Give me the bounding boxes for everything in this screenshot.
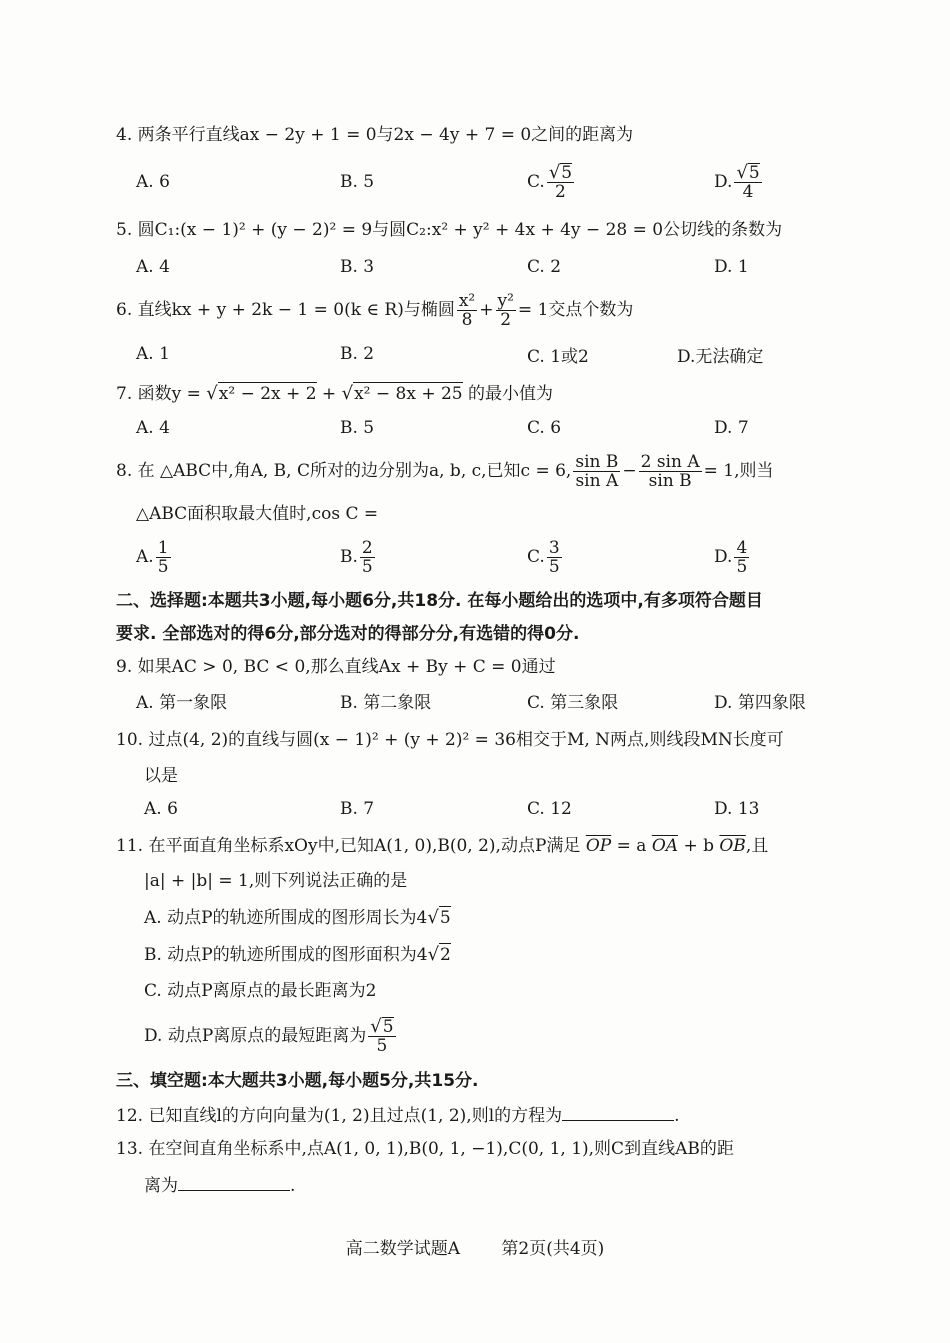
q6-fraction-1-numerator: x² xyxy=(458,290,476,311)
q6-fraction-1-denominator: 8 xyxy=(461,309,473,330)
q6-stem-pre: 6. 直线kx + y + 2k − 1 = 0(k ∈ R)与椭圆 xyxy=(116,300,455,320)
q11-option-b-radical: 2 xyxy=(440,945,451,965)
q7-option-d: D. 7 xyxy=(714,418,749,438)
q5-option-c: C. 2 xyxy=(527,257,562,277)
q8-fraction-1-numerator: sin B xyxy=(575,451,619,472)
page-footer xyxy=(0,1234,950,1259)
section-2-heading-line-1: 二、选择题:本题共3小题,每小题6分,共18分. 在每小题给出的选项中,有多项符合题目 xyxy=(116,591,763,611)
q6-option-c: C. 1或2 xyxy=(527,346,589,367)
q4-option-c-numerator: 5 xyxy=(561,163,573,183)
q4-option-c-denominator: 2 xyxy=(555,182,566,202)
q8-stem-post: = 1,则当 xyxy=(703,461,774,481)
q10-stem: 10. 过点(4, 2)的直线与圆(x − 1)² + (y + 2)² = 36相交于M, N两点,则线段MN长度可 xyxy=(116,730,784,750)
q8-fraction-2 xyxy=(639,453,702,490)
q8-fraction-2-numerator: 2 sin A xyxy=(640,451,700,472)
q8-option-c-label: C. xyxy=(527,547,545,567)
q8-stem-line-2: △ABC面积取最大值时,cos C = xyxy=(136,504,379,524)
q11-vector-op: $\overline{OP}$ xyxy=(585,836,612,856)
q9-options xyxy=(0,680,950,720)
q12-answer-blank[interactable] xyxy=(562,1104,674,1121)
q8-option-b-numerator: 2 xyxy=(361,537,373,558)
q8-fraction-1-denominator: sin A xyxy=(575,470,619,491)
q6-plus: + xyxy=(479,300,494,320)
q6-fraction-2-denominator: 2 xyxy=(500,309,512,330)
section-3-heading: 三、填空题:本大题共3小题,每小题5分,共15分. xyxy=(116,1071,479,1091)
q6-options xyxy=(0,334,950,374)
q8-fraction-2-denominator: sin B xyxy=(648,470,692,491)
q7-radical-2: x² − 8x + 25 xyxy=(354,384,463,404)
q11-stem-line-2: |a| + |b| = 1,则下列说法正确的是 xyxy=(144,871,408,891)
q10-option-d: D. 13 xyxy=(714,799,760,819)
q4-option-d xyxy=(714,162,764,202)
footer-page-number: 第2页(共4页) xyxy=(501,1239,605,1259)
q7-stem-pre: 7. 函数y = xyxy=(116,384,201,404)
q6-fraction-1 xyxy=(457,292,477,329)
q6-option-d: D.无法确定 xyxy=(677,346,764,367)
q5-options xyxy=(0,247,950,287)
q8-option-b xyxy=(340,537,377,577)
q11-option-b: B. 动点P的轨迹所围成的图形面积为4√2 xyxy=(144,944,451,965)
q5-stem: 5. 圆C₁:(x − 1)² + (y − 2)² = 9与圆C₂:x² + y² + 4x + 4y − 28 = 0公切线的条数为 xyxy=(116,220,783,240)
q11-stem xyxy=(116,835,768,857)
q8-option-a-label: A. xyxy=(136,547,154,567)
q11-option-d xyxy=(144,1014,398,1058)
q11-option-a-radical: 5 xyxy=(439,908,451,928)
q7-stem: 7. 函数y = √x² − 2x + 2 + √x² − 8x + 25 的最小值为 xyxy=(116,383,554,404)
q8-option-d-label: D. xyxy=(714,547,733,567)
q10-option-b: B. 7 xyxy=(340,799,375,819)
q8-option-a-denominator: 5 xyxy=(157,556,169,577)
q4-option-d-denominator: 4 xyxy=(742,182,754,202)
q11-stem-post: ,且 xyxy=(745,836,769,856)
section-2-heading-line-2: 要求. 全部选对的得6分,部分选对的得部分分,有选错的得0分. xyxy=(116,624,580,644)
q7-stem-post: 的最小值为 xyxy=(468,384,554,404)
q8-option-d-denominator: 5 xyxy=(736,556,748,577)
q10-option-a: A. 6 xyxy=(144,799,178,819)
q4-option-d-label: D. xyxy=(714,172,733,192)
q8-minus: − xyxy=(622,461,637,481)
q11-option-a-text: A. 动点P的轨迹所围成的图形周长为4 xyxy=(144,908,428,928)
q7-radical-1: x² − 2x + 2 xyxy=(218,384,317,404)
q5-option-d: D. 1 xyxy=(714,257,749,277)
q4-option-c xyxy=(527,162,576,202)
q6-fraction-2 xyxy=(496,292,516,329)
q8-stem xyxy=(116,450,774,492)
q13-stem-line-2-post: . xyxy=(290,1176,296,1196)
q8-option-a xyxy=(136,537,173,577)
q4-option-a: A. 6 xyxy=(136,172,170,192)
q12-stem-pre: 12. 已知直线l的方向向量为(1, 2)且过点(1, 2),则l的方程为 xyxy=(116,1106,563,1126)
q8-option-d xyxy=(714,537,751,577)
q8-option-b-label: B. xyxy=(340,547,358,567)
q6-stem-post: = 1交点个数为 xyxy=(517,300,634,320)
q11-stem-pre: 11. 在平面直角坐标系xOy中,已知A(1, 0),B(0, 2),动点P满足 xyxy=(116,836,581,856)
q4-stem: 4. 两条平行直线ax − 2y + 1 = 0与2x − 4y + 7 = 0之间的距离为 xyxy=(116,125,634,145)
q13-answer-blank[interactable] xyxy=(178,1174,290,1191)
q12-stem-post: . xyxy=(674,1106,680,1126)
q5-option-a: A. 4 xyxy=(136,257,170,277)
q11-option-c: C. 动点P离原点的最长距离为2 xyxy=(144,981,377,1001)
q6-option-b: B. 2 xyxy=(340,344,375,364)
q4-option-b: B. 5 xyxy=(340,172,375,192)
q8-stem-pre: 8. 在 △ABC中,角A, B, C所对的边分别为a, b, c,已知c = 6, xyxy=(116,461,572,481)
q4-option-c-label: C. xyxy=(527,172,545,192)
q13-stem-line-2 xyxy=(144,1174,295,1197)
q13-stem: 13. 在空间直角坐标系中,点A(1, 0, 1),B(0, 1, −1),C(0, 1, 1),则C到直线AB的距 xyxy=(116,1139,734,1159)
q11-option-d-text: D. 动点P离原点的最短距离为 xyxy=(144,1026,367,1046)
q8-option-a-numerator: 1 xyxy=(157,537,169,558)
q11-eq: = a xyxy=(616,836,647,856)
q11-option-d-numerator: 5 xyxy=(382,1017,394,1037)
q7-option-a: A. 4 xyxy=(136,418,170,438)
q13-stem-line-2-pre: 离为 xyxy=(144,1176,178,1196)
q8-option-c-denominator: 5 xyxy=(548,556,560,577)
q9-option-a: A. 第一象限 xyxy=(136,692,228,713)
q11-option-b-text: B. 动点P的轨迹所围成的图形面积为4 xyxy=(144,945,428,965)
q8-options xyxy=(0,537,950,577)
q8-option-c xyxy=(527,537,564,577)
q10-options xyxy=(0,789,950,829)
q9-stem: 9. 如果AC > 0, BC < 0,那么直线Ax + By + C = 0通过 xyxy=(116,657,556,677)
q8-option-d-numerator: 4 xyxy=(736,537,748,558)
q12-stem xyxy=(116,1104,680,1127)
q8-option-b-denominator: 5 xyxy=(361,556,373,577)
q6-stem xyxy=(116,290,633,330)
q10-option-c: C. 12 xyxy=(527,799,572,819)
footer-title: 高二数学试题A xyxy=(345,1239,460,1259)
q11-option-d-fraction: $\frac{√5}{5}$ xyxy=(370,1016,394,1056)
q7-option-b: B. 5 xyxy=(340,418,375,438)
q11-vector-ob: $\overline{OB}$ xyxy=(719,836,746,856)
q11-option-d-denominator: 5 xyxy=(376,1036,388,1056)
q7-plus: + xyxy=(321,384,337,404)
q4-option-d-fraction: $\frac{√5}{4}$ xyxy=(736,162,760,202)
q4-options xyxy=(0,162,950,202)
q11-option-a: A. 动点P的轨迹所围成的图形周长为4√5 xyxy=(144,907,451,928)
q8-fraction-1 xyxy=(573,453,620,490)
q7-option-c: C. 6 xyxy=(527,418,562,438)
q6-fraction-2-numerator: y² xyxy=(497,290,514,311)
q9-option-c: C. 第三象限 xyxy=(527,692,619,713)
q4-option-d-numerator: 5 xyxy=(748,163,760,183)
q9-option-b: B. 第二象限 xyxy=(340,692,432,713)
q8-option-c-numerator: 3 xyxy=(548,537,560,558)
q4-option-c-fraction: $\frac{√5}{2}$ xyxy=(548,162,573,202)
q9-option-d: D. 第四象限 xyxy=(714,692,806,713)
q7-options xyxy=(0,408,950,448)
q10-stem-line-2: 以是 xyxy=(144,766,178,786)
q11-plus-b: + b xyxy=(683,836,714,856)
q11-vector-oa: $\overline{OA}$ xyxy=(651,836,679,856)
q5-option-b: B. 3 xyxy=(340,257,375,277)
q6-option-a: A. 1 xyxy=(136,344,170,364)
